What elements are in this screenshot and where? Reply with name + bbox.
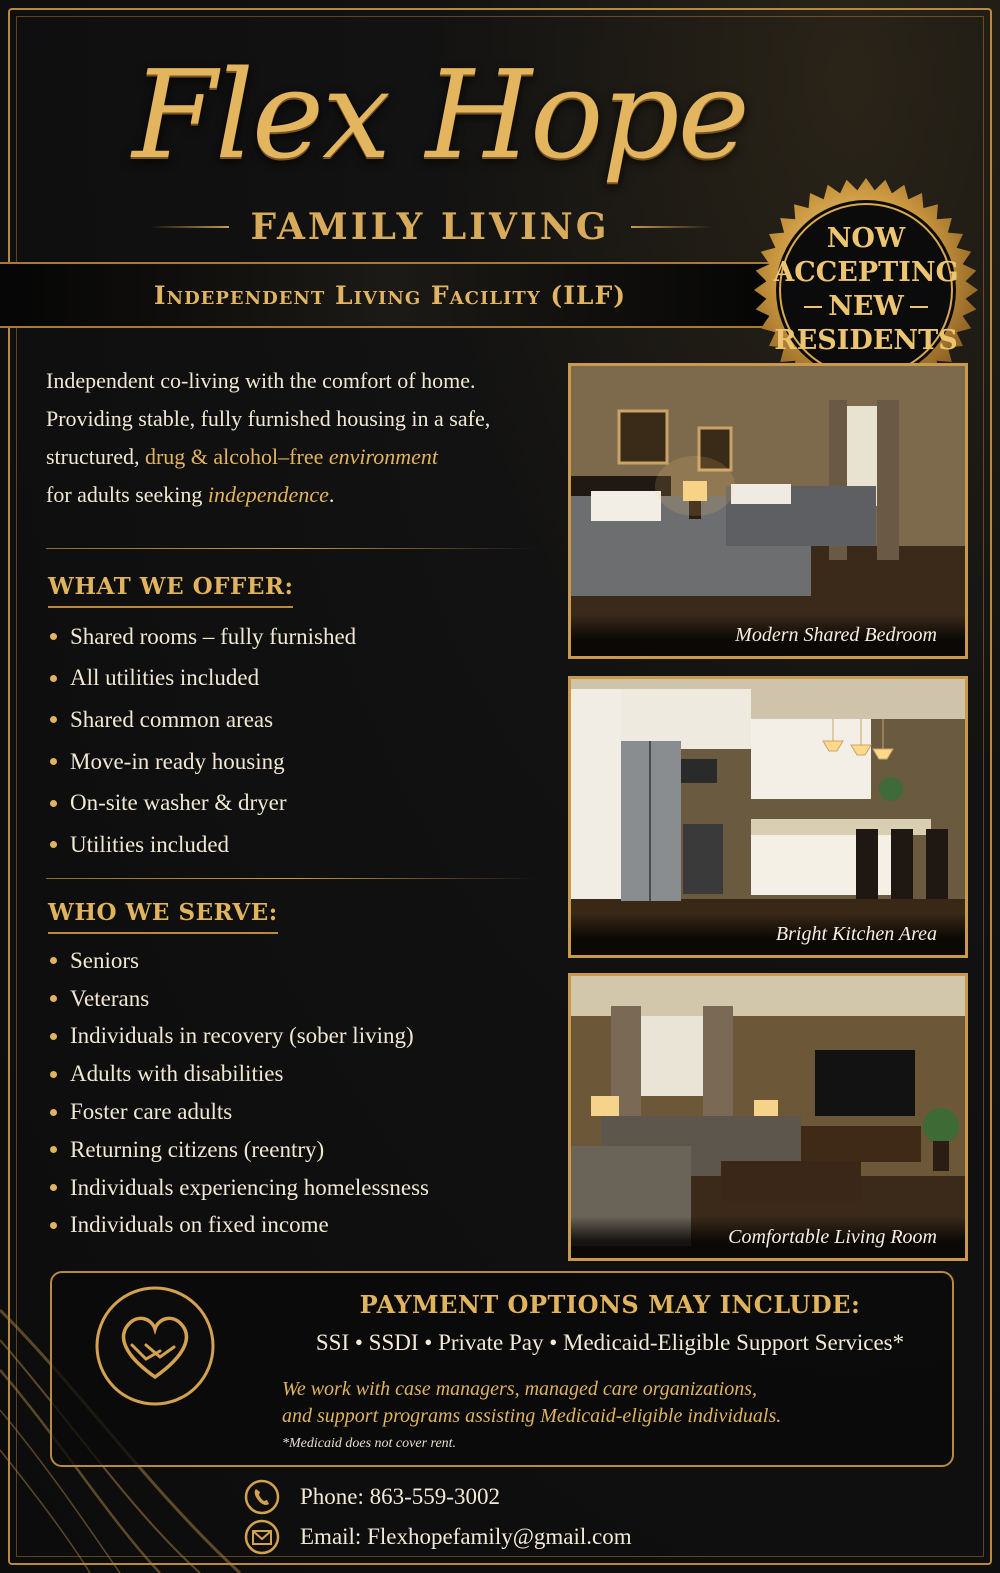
payment-note-line-2: and support programs assisting Medicaid-eligible individuals. xyxy=(282,1405,782,1427)
bedroom-photo xyxy=(568,363,968,659)
bullet-dot xyxy=(50,1071,57,1078)
bullet-dot xyxy=(50,800,57,807)
intro-line-4a: for adults seeking xyxy=(46,482,208,507)
serve-item: Individuals experiencing homelessness xyxy=(70,1174,429,1200)
seal-dash-right xyxy=(910,306,928,308)
seal-line-accepting: ACCEPTING xyxy=(773,257,959,288)
list-item xyxy=(48,1093,429,1131)
brand-title: Flex Hope xyxy=(132,44,748,186)
offer-item: On-site washer & dryer xyxy=(70,790,287,816)
intro-line-4c: . xyxy=(328,482,335,507)
offer-item: Shared common areas xyxy=(70,706,274,732)
living-room-photo xyxy=(568,973,968,1261)
living-room-caption: Comfortable Living Room xyxy=(571,1216,965,1258)
intro-paragraph xyxy=(46,362,566,514)
intro-line-3 xyxy=(46,438,566,476)
brand-tagline: FAMILY LIVING xyxy=(250,206,610,248)
list-item xyxy=(48,1169,429,1207)
bullet-dot xyxy=(50,758,57,765)
offer-item: Move-in ready housing xyxy=(70,748,285,774)
bullet-dot xyxy=(50,675,57,682)
email-text: Email: Flexhopefamily@gmail.com xyxy=(300,1524,632,1549)
bullet-dot xyxy=(50,633,57,640)
kitchen-photo xyxy=(568,676,968,958)
offer-item: Shared rooms – fully furnished xyxy=(70,623,357,649)
serve-item: Individuals on fixed income xyxy=(70,1212,329,1238)
bullet-dot xyxy=(50,995,57,1002)
seal-line-now: NOW xyxy=(826,223,906,254)
offer-list xyxy=(48,616,356,866)
list-item xyxy=(48,741,356,783)
bullet-dot xyxy=(50,1146,57,1153)
list-item xyxy=(48,658,356,700)
kitchen-caption: Bright Kitchen Area xyxy=(571,913,965,955)
intro-line-1: Independent co-living with the comfort of home. xyxy=(46,368,476,393)
intro-drug-free: drug & alcohol–free xyxy=(144,444,329,469)
bullet-dot xyxy=(50,1222,57,1229)
intro-line-2: Providing stable, fully furnished housing in a safe, xyxy=(46,406,491,431)
bullet-dot xyxy=(50,1184,57,1191)
contact-email[interactable] xyxy=(244,1519,632,1555)
bullet-dot xyxy=(50,1109,57,1116)
serve-item: Adults with disabilities xyxy=(70,1061,284,1087)
bullet-dot xyxy=(50,841,57,848)
offer-item: Utilities included xyxy=(70,831,230,857)
bedroom-illustration xyxy=(571,366,965,656)
serve-item: Veterans xyxy=(70,985,150,1011)
list-item xyxy=(48,699,356,741)
tagline-rule-left xyxy=(149,226,229,228)
bedroom-caption: Modern Shared Bedroom xyxy=(571,614,965,656)
payment-methods: SSI • SSDI • Private Pay • Medicaid-Eligible Support Services* xyxy=(315,1330,905,1355)
serve-item: Individuals in recovery (sober living) xyxy=(70,1023,414,1049)
payment-note xyxy=(282,1376,902,1430)
payment-note-line-1: We work with case managers, managed care organizations, xyxy=(282,1378,757,1400)
list-item xyxy=(48,1131,429,1169)
divider-1 xyxy=(46,548,536,549)
serve-item: Returning citizens (reentry) xyxy=(70,1136,325,1162)
serve-item: Seniors xyxy=(70,947,139,973)
phone-text: Phone: 863-559-3002 xyxy=(300,1484,500,1509)
payment-footnote: *Medicaid does not cover rent. xyxy=(282,1436,457,1451)
heart-hands-icon xyxy=(94,1285,216,1407)
seal-dash-left xyxy=(804,306,822,308)
intro-environment: environment xyxy=(328,444,438,469)
serve-list xyxy=(48,942,429,1244)
list-item xyxy=(48,1207,429,1245)
bullet-dot xyxy=(50,716,57,723)
list-item xyxy=(48,1055,429,1093)
list-item xyxy=(48,824,356,866)
list-item xyxy=(48,1018,429,1056)
divider-2 xyxy=(46,878,536,879)
payment-heading: PAYMENT OPTIONS MAY INCLUDE: xyxy=(359,1290,861,1319)
list-item xyxy=(48,942,429,980)
brand-tagline-row xyxy=(120,202,740,252)
intro-line-4 xyxy=(46,476,566,514)
offer-heading: WHAT WE OFFER: xyxy=(48,573,293,608)
contact-phone[interactable] xyxy=(244,1479,500,1515)
list-item xyxy=(48,980,429,1018)
intro-independence: independence xyxy=(207,482,329,507)
seal-line-new-row xyxy=(804,290,928,324)
bullet-dot xyxy=(50,957,57,964)
list-item xyxy=(48,782,356,824)
intro-line-3a: structured, xyxy=(46,444,145,469)
bullet-dot xyxy=(50,1033,57,1040)
seal-line-residents: RESIDENTS xyxy=(774,325,958,356)
serve-heading: WHO WE SERVE: xyxy=(48,899,278,934)
serve-item: Foster care adults xyxy=(70,1099,233,1125)
facility-type-banner xyxy=(0,262,780,328)
phone-icon xyxy=(244,1479,280,1515)
tagline-rule-right xyxy=(631,226,711,228)
facility-type-text: Independent Living Facility (ILF) xyxy=(153,280,627,310)
seal-line-new: NEW xyxy=(828,291,904,322)
envelope-icon xyxy=(244,1519,280,1555)
list-item xyxy=(48,616,356,658)
offer-item: All utilities included xyxy=(70,665,260,691)
